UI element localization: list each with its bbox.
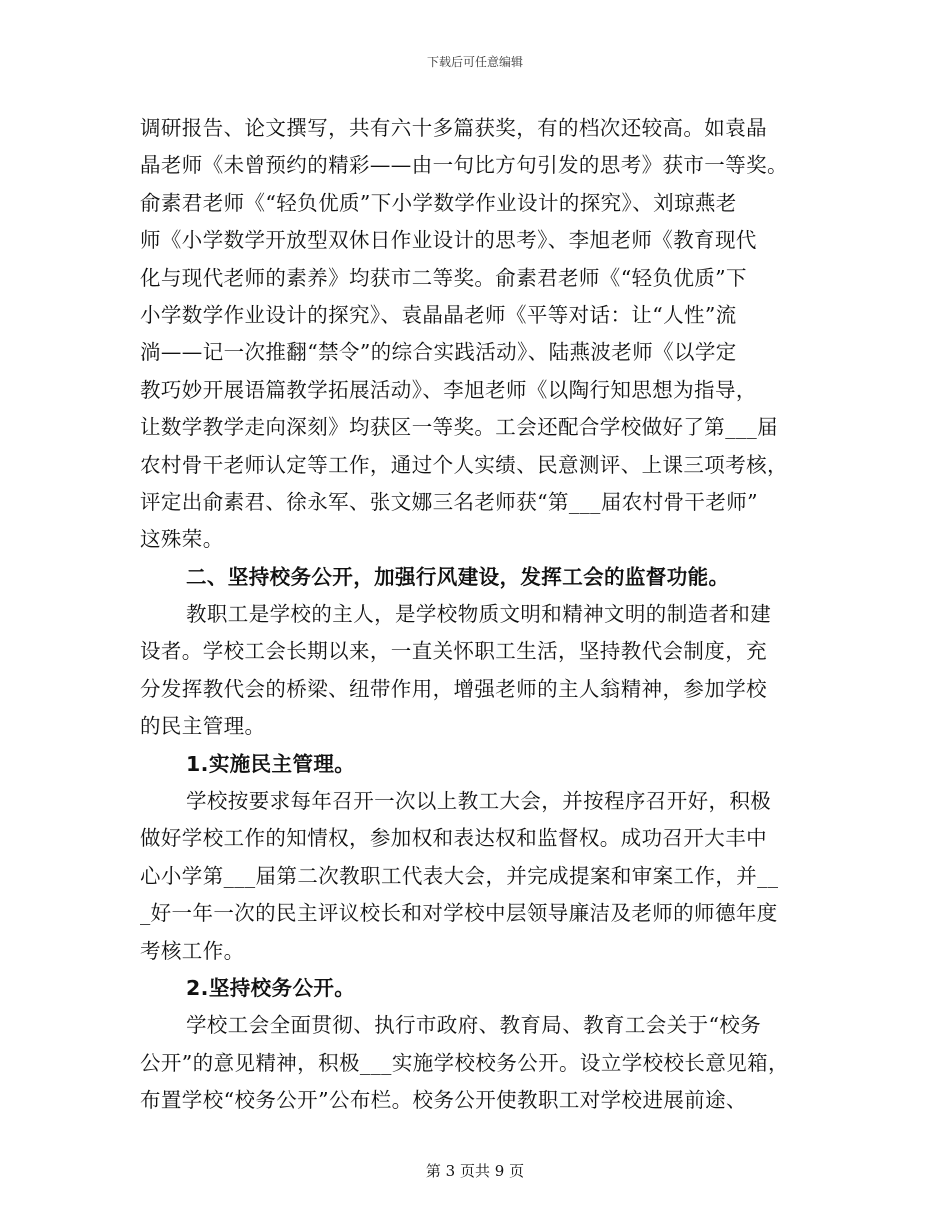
paragraph-line: 晶老师《未曾预约的精彩——由一句比方句引发的思考》获市一等奖。 (140, 153, 788, 178)
paragraph-line: 小学数学作业设计的探究》、袁晶晶老师《平等对话：让“人性”流 (140, 302, 737, 327)
section-heading: 2.坚持校务公开。 (186, 975, 356, 1000)
section-heading: 二、坚持校务公开，加强行风建设，发挥工会的监督功能。 (186, 564, 730, 589)
paragraph-line: 淌——记一次推翻“禁令”的综合实践活动》、陆燕波老师《以学定 (140, 340, 737, 365)
section-heading: 1.实施民主管理。 (186, 751, 356, 776)
paragraph-line: 学校工会全面贯彻、执行市政府、教育局、教育工会关于“校务 (186, 1013, 762, 1038)
paragraph-line: 评定出俞素君、徐永军、张文娜三名老师获“第___届农村骨干老师” (140, 489, 759, 514)
paragraph-line: 心小学第___届第二次教职工代表大会，并完成提案和审案工作，并__ (140, 863, 779, 888)
paragraph-line: 教职工是学校的主人，是学校物质文明和精神文明的制造者和建 (186, 602, 772, 627)
paragraph-line: 做好学校工作的知情权，参加权和表达权和监督权。成功召开大丰中 (140, 826, 767, 851)
paragraph-line: 公开”的意见精神，积极___实施学校校务公开。设立学校校长意见箱， (140, 1050, 789, 1075)
paragraph-line: 俞素君老师《“轻负优质”下小学数学作业设计的探究》、刘琼燕老 (140, 190, 737, 215)
document-body (140, 110, 820, 1120)
paragraph-line: 这殊荣。 (140, 527, 224, 552)
paragraph-line: 化与现代老师的素养》均获市二等奖。俞素君老师《“轻负优质”下 (140, 265, 747, 290)
paragraph-line: 设者。学校工会长期以来，一直关怀职工生活，坚持教代会制度，充 (140, 639, 767, 664)
paragraph-line: _好一年一次的民主评议校长和对学校中层领导廉洁及老师的师德年度 (140, 901, 778, 926)
page-header: 下载后可任意编辑 (426, 55, 523, 69)
paragraph-line: 学校按要求每年召开一次以上教工大会，并按程序召开好，积极 (186, 789, 772, 814)
paragraph-line: 调研报告、论文撰写，共有六十多篇获奖，有的档次还较高。如袁晶 (140, 116, 767, 140)
paragraph-line: 考核工作。 (140, 938, 245, 963)
page-number: 第 3 页共 9 页 (425, 1162, 525, 1180)
paragraph-line: 农村骨干老师认定等工作，通过个人实绩、民意测评、上课三项考核， (140, 452, 788, 477)
paragraph-line: 教巧妙开展语篇教学拓展活动》、李旭老师《以陶行知思想为指导， (140, 377, 757, 402)
paragraph-line: 分发挥教代会的桥梁、纽带作用，增强老师的主人翁精神，参加学校 (140, 676, 767, 701)
paragraph-line: 师《小学数学开放型双休日作业设计的思考》、李旭老师《教育现代 (140, 228, 757, 253)
paragraph-line: 的民主管理。 (140, 714, 266, 739)
paragraph-line: 让数学教学走向深刻》均获区一等奖。工会还配合学校做好了第___届 (140, 415, 779, 440)
paragraph-line: 布置学校“校务公开”公布栏。校务公开使教职工对学校进展前途、 (140, 1088, 747, 1113)
